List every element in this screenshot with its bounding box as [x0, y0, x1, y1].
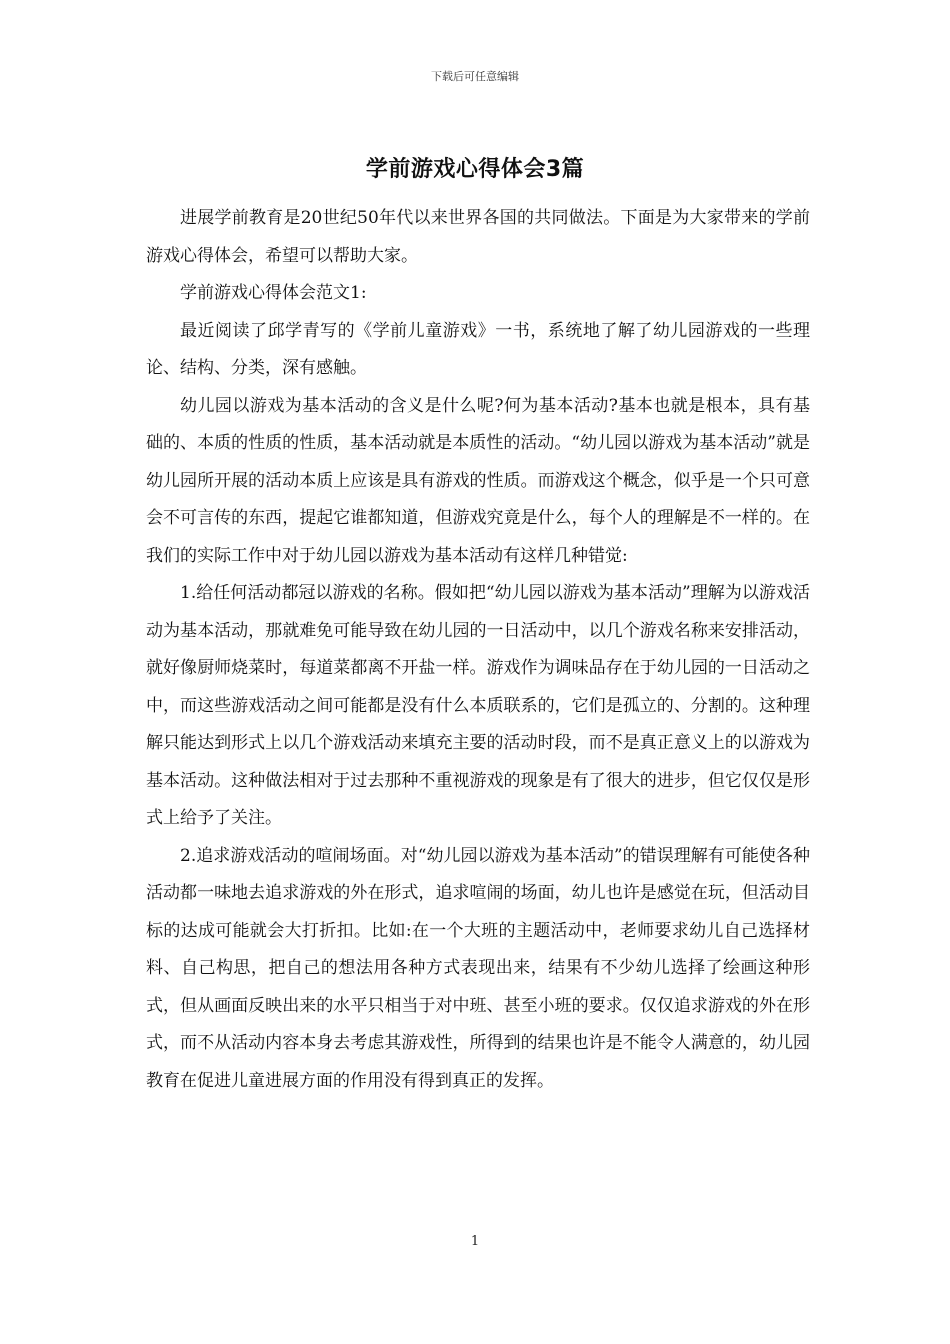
document-body — [146, 200, 810, 1100]
section-heading-sample-1: 学前游戏心得体会范文1: — [180, 283, 367, 303]
document-title: 学前游戏心得体会3篇 — [365, 157, 585, 182]
page-header-note: 下载后可任意编辑 — [431, 70, 519, 83]
list-item-paragraph: 1.给任何活动都冠以游戏的名称。假如把“幼儿园以游戏为基本活动”理解为以游戏活动为基本活动，那就难免可能导致在幼儿园的一日活动中，以几个游戏名称来安排活动，就好像厨师烧菜时，每道菜都离不开盐一样。游戏作为调味品存在于幼儿园的一日活动之中，而这些游戏活动之间可能都是没有什么本质联系的，它们是孤立的、分割的。这种理解只能达到形式上以几个游戏活动来填充主要的活动时段，而不是真正意义上的以游戏为基本活动。这种做法相对于过去那种不重视游戏的现象是有了很大的进步，但它仅仅是形式上给予了关注。 — [146, 583, 810, 828]
body-paragraph: 最近阅读了邱学青写的《学前儿童游戏》一书，系统地了解了幼儿园游戏的一些理论、结构、分类，深有感触。 — [146, 320, 810, 378]
page-number: 1 — [470, 1234, 480, 1249]
intro-paragraph: 进展学前教育是20世纪50年代以来世界各国的共同做法。下面是为大家带来的学前游戏心得体会，希望可以帮助大家。 — [146, 208, 810, 266]
body-paragraph: 幼儿园以游戏为基本活动的含义是什么呢?何为基本活动?基本也就是根本，具有基础的、本质的性质的性质，基本活动就是本质性的活动。“幼儿园以游戏为基本活动”就是幼儿园所开展的活动本质上应该是具有游戏的性质。而游戏这个概念，似乎是一个只可意会不可言传的东西，提起它谁都知道，但游戏究竟是什么，每个人的理解是不一样的。在我们的实际工作中对于幼儿园以游戏为基本活动有这样几种错觉: — [146, 395, 810, 566]
list-item-paragraph: 2.追求游戏活动的喧闹场面。对“幼儿园以游戏为基本活动”的错误理解有可能使各种活动都一味地去追求游戏的外在形式，追求喧闹的场面，幼儿也许是感觉在玩，但活动目标的达成可能就会大打折扣。比如:在一个大班的主题活动中，老师要求幼儿自己选择材料、自己构思，把自己的想法用各种方式表现出来，结果有不少幼儿选择了绘画这种形式，但从画面反映出来的水平只相当于对中班、甚至小班的要求。仅仅追求游戏的外在形式，而不从活动内容本身去考虑其游戏性，所得到的结果也许是不能令人满意的，幼儿园教育在促进儿童进展方面的作用没有得到真正的发挥。 — [146, 845, 810, 1091]
